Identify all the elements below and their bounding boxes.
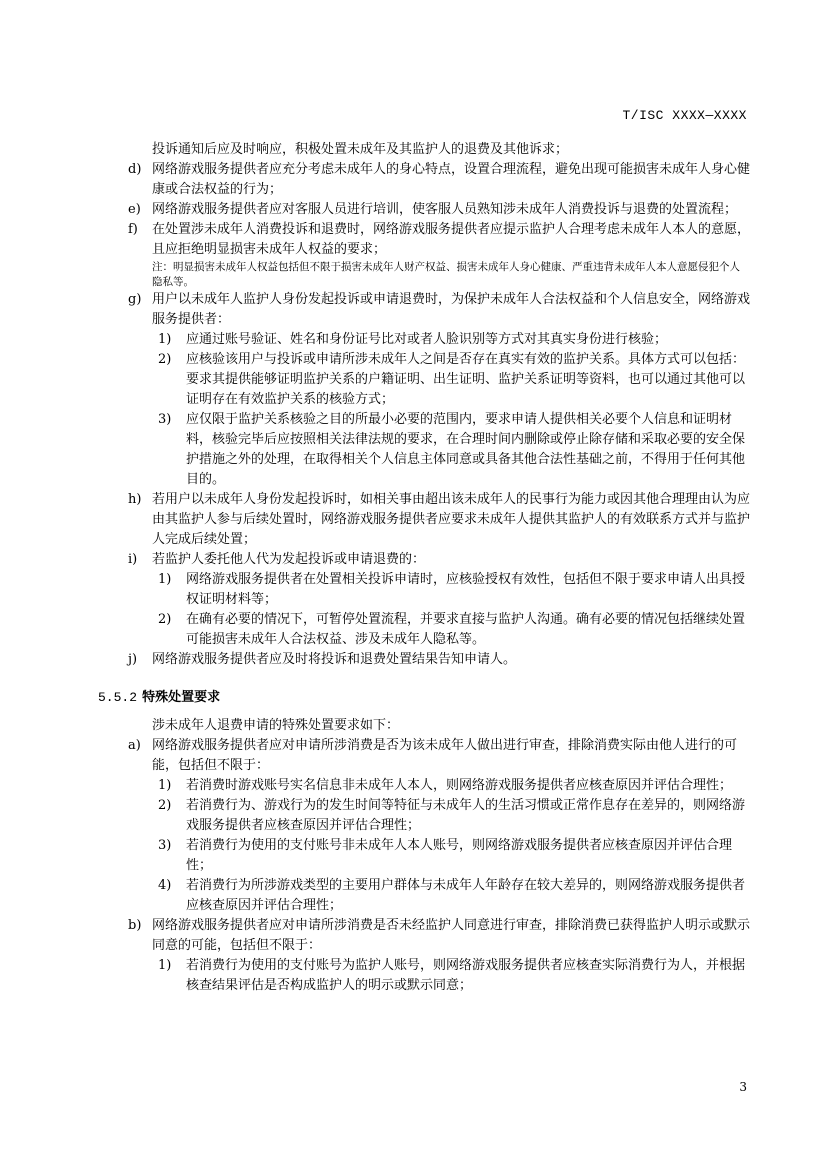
list-item-g: g) 用户以未成年人监护人身份发起投诉或申请退费时，为保护未成年人合法权益和个人信息安全，网络游戏服务提供者： [128, 292, 751, 327]
list-item-d: d) 网络游戏服务提供者应充分考虑未成年人的身心特点，设置合理流程，避免出现可能损害未成年人身心健康或合法权益的行为； [128, 162, 751, 197]
note-f: 注：明显损害未成年人权益包括但不限于损害未成年人财产权益、损害未成年人身心健康、严重违背未成年人本人意愿侵犯个人隐私等。 [152, 261, 740, 288]
sub-item-a3: 3) 若消费行为使用的支付账号非未成年人本人账号，则网络游戏服务提供者应核查原因并评估合理性； [158, 838, 733, 873]
section-heading [98, 688, 750, 708]
sub-item-g3: 3) 应仅限于监护关系核验之目的所最小必要的范围内，要求申请人提供相关必要个人信息和证明材料，核验完毕后应按照相关法律法规的要求，在合理时间内删除或停止除存储和采取必要的安全保护措施之外的处理，在取得相关个人信息主体同意或具备其他合法性基础之前，不得用于任何其他目的。 [158, 412, 746, 487]
continuation-text: 投诉通知后应及时响应，积极处置未成年及其监护人的退费及其他诉求； [152, 142, 569, 157]
list-item-e: e) 网络游戏服务提供者应对客服人员进行培训，使客服人员熟知涉未成年人消费投诉与退费的处置流程； [128, 202, 738, 217]
list-item-h: h) 若用户以未成年人身份发起投诉时，如相关事由超出该未成年人的民事行为能力或因其他合理理由认为应由其监护人参与后续处置时，网络游戏服务提供者应要求未成年人提供其监护人的有效联系方式并与监护人完成后续处置； [128, 492, 751, 547]
list-item-i: i) 若监护人委托他人代为发起投诉或申请退费的： [128, 552, 426, 567]
sub-item-i1: 1) 网络游戏服务提供者在处置相关投诉申请时，应核验授权有效性，包括但不限于要求申请人出具授权证明材料等； [158, 572, 746, 607]
list-item-j: j) 网络游戏服务提供者应及时将投诉和退费处置结果告知申请人。 [128, 652, 517, 667]
section-number: 5.5.2 [98, 690, 138, 705]
list-item-f: f) 在处置涉未成年人消费投诉和退费时，网络游戏服务提供者应提示监护人合理考虑未成年人本人的意愿，且应拒绝明显损害未成年人权益的要求； [128, 222, 751, 257]
document-id: T/ISC XXXX—XXXX [622, 108, 747, 123]
list-item-a: a) 网络游戏服务提供者应对申请所涉消费是否为该未成年人做出进行审查，排除消费实际由他人进行的可能，包括但不限于： [128, 738, 738, 773]
sub-item-a1: 1) 若消费时游戏账号实名信息非未成年人本人，则网络游戏服务提供者应核查原因并评估合理性； [158, 778, 733, 793]
list-item-b: b) 网络游戏服务提供者应对申请所涉消费是否未经监护人同意进行审查，排除消费已获得监护人明示或默示同意的可能，包括但不限于： [128, 918, 751, 953]
section-title: 特殊处置要求 [142, 690, 221, 705]
sub-item-g1: 1) 应通过账号验证、姓名和身份证号比对或者人脸识别等方式对其真实身份进行核验； [158, 332, 668, 347]
sub-item-b1: 1) 若消费行为使用的支付账号为监护人账号，则网络游戏服务提供者应核查实际消费行为人，并根据核查结果评估是否构成监护人的明示或默示同意； [158, 958, 746, 993]
sub-item-g2: 2) 应核验该用户与投诉或申请所涉未成年人之间是否存在真实有效的监护关系。具体方式可以包括：要求其提供能够证明监护关系的户籍证明、出生证明、监护关系证明等资料，也可以通过其他可以证明存在有效监护关系的核验方式； [158, 352, 746, 407]
sub-item-a2: 2) 若消费行为、游戏行为的发生时间等特征与未成年人的生活习惯或正常作息存在差异的，则网络游戏服务提供者应核查原因并评估合理性； [158, 798, 746, 833]
sub-item-i2: 2) 在确有必要的情况下，可暂停处置流程，并要求直接与监护人沟通。确有必要的情况包括继续处置可能损害未成年人合法权益、涉及未成年人隐私等。 [158, 612, 746, 647]
section-intro: 涉未成年人退费申请的特殊处置要求如下： [152, 718, 400, 733]
sub-item-a4: 4) 若消费行为所涉游戏类型的主要用户群体与未成年人年龄存在较大差异的，则网络游戏服务提供者应核查原因并评估合理性； [158, 878, 746, 913]
document-body [98, 140, 751, 996]
page-number: 3 [739, 1080, 747, 1094]
